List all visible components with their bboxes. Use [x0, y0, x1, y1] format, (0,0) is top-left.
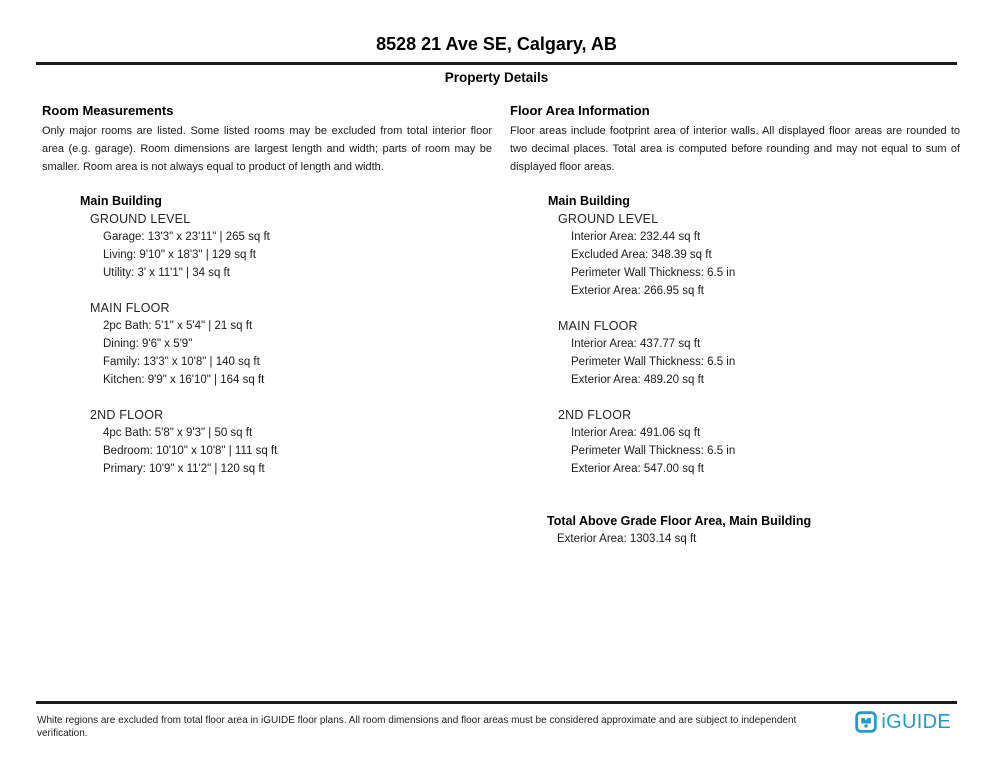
room-measurements-description: Only major rooms are listed. Some listed rooms may be excluded from total interior floor area (e.g. garage). Room dimensions are largest length and width; parts of room may be smaller. Room area is not always equal to product of length and width.: [42, 125, 492, 173]
room-row: Living: 9'10" x 18'3" | 129 sq ft: [103, 249, 256, 261]
stat-row: Interior Area: 437.77 sq ft: [571, 338, 701, 350]
iguide-logo-text: iGUIDE: [881, 711, 951, 733]
level-main-floor: [558, 317, 960, 389]
floor-area-information-heading: Floor Area Information: [510, 103, 650, 118]
level-ground-level: [558, 210, 960, 300]
total-above-grade-block: [547, 512, 960, 548]
level-name: 2ND FLOOR: [90, 408, 164, 422]
room-measurements-heading: Room Measurements: [42, 103, 174, 118]
room-row: Primary: 10'9" x 11'2" | 120 sq ft: [103, 463, 265, 475]
iguide-camera-icon: [855, 711, 877, 733]
total-exterior-area: Exterior Area: 1303.14 sq ft: [557, 533, 697, 545]
room-measurements-section: [42, 103, 492, 548]
stat-row: Perimeter Wall Thickness: 6.5 in: [571, 267, 736, 279]
stat-row: Perimeter Wall Thickness: 6.5 in: [571, 356, 736, 368]
footer-disclaimer: White regions are excluded from total floor area in iGUIDE floor plans. All room dimensions and floor areas must be considered approximate and are subject to independent verification.: [37, 715, 797, 739]
stat-row: Exterior Area: 547.00 sq ft: [571, 463, 704, 475]
iguide-logo: [855, 711, 951, 733]
room-measurements-main-building: [80, 192, 492, 478]
footer-divider: [36, 701, 957, 704]
room-row: Utility: 3' x 11'1" | 34 sq ft: [103, 267, 230, 279]
building-name: Main Building: [548, 194, 630, 208]
page-footer: [0, 701, 993, 740]
floor-area-information-description: Floor areas include footprint area of interior walls. All displayed floor areas are rounded to two decimal places. Total area is computed before rounding and may not equal to sum of displayed floor areas.: [510, 125, 960, 173]
page-title: 8528 21 Ave SE, Calgary, AB: [376, 34, 617, 54]
floor-area-information-section: [510, 103, 960, 548]
total-above-grade-heading: Total Above Grade Floor Area, Main Building: [547, 514, 812, 528]
level-name: GROUND LEVEL: [558, 212, 659, 226]
level-2nd-floor: [90, 406, 492, 478]
level-main-floor: [90, 299, 492, 389]
header-divider: [36, 62, 957, 65]
page-subtitle: Property Details: [444, 70, 549, 85]
room-row: Dining: 9'6" x 5'9": [103, 338, 193, 350]
level-name: MAIN FLOOR: [558, 319, 638, 333]
stat-row: Interior Area: 491.06 sq ft: [571, 427, 701, 439]
stat-row: Perimeter Wall Thickness: 6.5 in: [571, 445, 736, 457]
room-row: Family: 13'3" x 10'8" | 140 sq ft: [103, 356, 260, 368]
stat-row: Excluded Area: 348.39 sq ft: [571, 249, 712, 261]
building-name: Main Building: [80, 194, 162, 208]
level-name: MAIN FLOOR: [90, 301, 170, 315]
room-row: Garage: 13'3" x 23'11" | 265 sq ft: [103, 231, 270, 243]
room-row: 2pc Bath: 5'1" x 5'4" | 21 sq ft: [103, 320, 253, 332]
level-name: 2ND FLOOR: [558, 408, 632, 422]
level-2nd-floor: [558, 406, 960, 478]
content-columns: [0, 103, 993, 548]
floor-area-main-building: [548, 192, 960, 478]
level-name: GROUND LEVEL: [90, 212, 191, 226]
room-row: Bedroom: 10'10" x 10'8" | 111 sq ft: [103, 445, 278, 457]
stat-row: Interior Area: 232.44 sq ft: [571, 231, 701, 243]
room-row: Kitchen: 9'9" x 16'10" | 164 sq ft: [103, 374, 265, 386]
level-ground-level: [90, 210, 492, 282]
room-row: 4pc Bath: 5'8" x 9'3" | 50 sq ft: [103, 427, 253, 439]
stat-row: Exterior Area: 489.20 sq ft: [571, 374, 704, 386]
stat-row: Exterior Area: 266.95 sq ft: [571, 285, 704, 297]
